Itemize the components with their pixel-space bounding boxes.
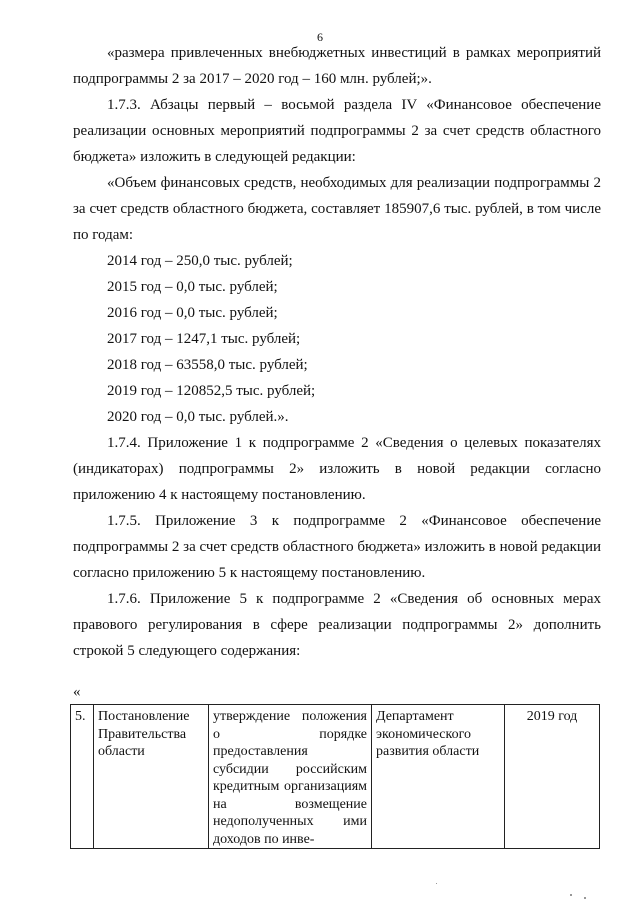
- paragraph-1-7-3: 1.7.3. Абзацы первый – восьмой раздела IV «Финансовое обеспечение реализации основных мероприятий подпрограммы 2 за счет средств областного бюджета» изложить в следующей редакции:: [73, 97, 601, 165]
- page-number: 6: [317, 30, 323, 44]
- paragraph-investment-amount: «размера привлеченных внебюджетных инвестиций в рамках мероприятий подпрограммы 2 за 2017 – 2020 год – 160 млн. рублей;».: [73, 45, 601, 87]
- funding-year-2017: 2017 год – 1247,1 тыс. рублей;: [107, 331, 301, 347]
- funding-year-2015: 2015 год – 0,0 тыс. рублей;: [107, 279, 278, 295]
- scan-speck: [570, 894, 572, 896]
- opening-quote: «: [73, 684, 81, 700]
- paragraph-funding-volume: «Объем финансовых средств, необходимых для реализации подпрограммы 2 за счет средств областного бюджета, составляет 185907,6 тыс. рублей, в том числе по годам:: [73, 175, 601, 243]
- year-cell: 2019 год: [505, 705, 600, 849]
- regulation-table: [70, 704, 600, 849]
- paragraph-1-7-4: 1.7.4. Приложение 1 к подпрограмме 2 «Сведения о целевых показателях (индикаторах) подпрограммы 2» изложить в новой редакции согласно приложению 4 к настоящему постановлению.: [73, 435, 601, 503]
- table-row: [71, 705, 600, 849]
- funding-year-2018: 2018 год – 63558,0 тыс. рублей;: [107, 357, 308, 373]
- row-number-cell: 5.: [71, 705, 94, 849]
- paragraph-1-7-5: 1.7.5. Приложение 3 к подпрограмме 2 «Финансовое обеспечение подпрограммы 2 за счет средств областного бюджета» изложить в новой редакции согласно приложению 5 к настоящему постановлению.: [73, 513, 601, 581]
- funding-year-2014: 2014 год – 250,0 тыс. рублей;: [107, 253, 293, 269]
- funding-year-2020: 2020 год – 0,0 тыс. рублей.».: [107, 409, 289, 425]
- content-cell: утверждение положения о порядке предоставления субсидии российским кредитным организациям на возмещение недополученных ими доходов по инве-: [209, 705, 372, 849]
- funding-year-2019: 2019 год – 120852,5 тыс. рублей;: [107, 383, 316, 399]
- executor-cell: Департамент экономического развития области: [372, 705, 505, 849]
- paragraph-1-7-6: 1.7.6. Приложение 5 к подпрограмме 2 «Сведения об основных мерах правового регулирования в сфере реализации подпрограммы 2» дополнить строкой 5 следующего содержания:: [73, 591, 601, 659]
- scan-speck: [584, 897, 586, 899]
- scan-speck: [436, 883, 437, 884]
- document-body: [73, 40, 601, 664]
- document-type-cell: Постановление Правительства области: [94, 705, 209, 849]
- funding-year-2016: 2016 год – 0,0 тыс. рублей;: [107, 305, 278, 321]
